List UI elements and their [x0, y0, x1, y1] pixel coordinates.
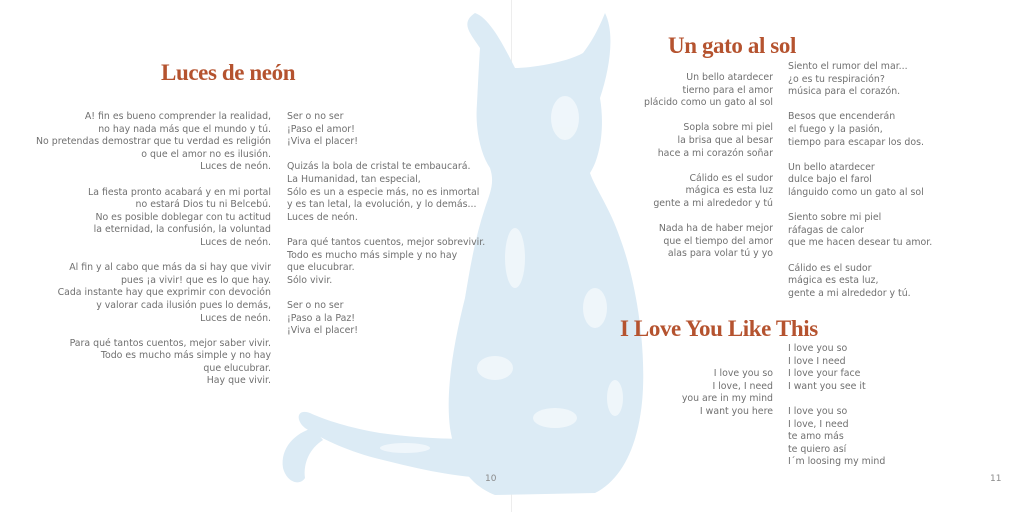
verse-line: Nada ha de haber mejor — [658, 223, 773, 235]
verse-line: I love you so — [713, 368, 773, 379]
verse-line: ¡Paso el amor! — [287, 123, 355, 135]
page-number-right: 11 — [990, 474, 1002, 484]
stanza — [287, 300, 485, 338]
stanza — [788, 212, 932, 250]
verse-line: No pretendas demostrar que tu verdad es religión — [36, 136, 271, 148]
verse-line: A! fin es bueno comprender la realidad, — [84, 111, 271, 122]
stanza — [788, 61, 932, 99]
stanza — [287, 237, 485, 287]
verse-line: Luces de neón. — [200, 236, 271, 248]
verse-line: I love, I need — [712, 380, 773, 392]
page-number-left: 10 — [485, 474, 497, 484]
stanza — [788, 111, 932, 149]
stanza — [287, 111, 485, 149]
poem-column-right-3 — [682, 368, 773, 418]
verse-line: ¿o es tu respiración? — [788, 73, 885, 85]
verse-line: Ser o no ser — [287, 111, 344, 122]
verse-line: Al fin y al cabo que más da si hay que vivir — [69, 262, 271, 274]
verse-line: Todo es mucho más simple y no hay — [287, 249, 458, 261]
verse-line: tierno para el amor — [682, 84, 773, 96]
stanza — [788, 343, 885, 393]
stanza — [682, 368, 773, 418]
poem-column-right-2 — [788, 61, 932, 300]
verse-line: que me hacen desear tu amor. — [788, 237, 933, 249]
verse-line: Luces de neón. — [200, 312, 271, 324]
verse-line: you are in my mind — [681, 393, 773, 405]
verse-line: música para el corazón. — [788, 86, 901, 98]
stanza — [36, 187, 271, 250]
verse-line: I love you so — [788, 343, 848, 354]
verse-line: la brisa que al besar — [677, 134, 773, 146]
verse-line: lánguido como un gato al sol — [788, 186, 924, 198]
verse-line: alas para volar tú y yo — [667, 248, 773, 260]
verse-line: I love, I need — [788, 418, 849, 430]
verse-line: I want you see it — [788, 380, 866, 392]
verse-line: dulce bajo el farol — [788, 174, 872, 186]
verse-line: Luces de neón. — [200, 161, 271, 173]
poem-column-left-2 — [287, 111, 485, 338]
verse-line: ¡Viva el placer! — [287, 325, 359, 337]
verse-line: no estará Dios tu ni Belcebú. — [135, 199, 271, 211]
verse-line: no hay nada más que el mundo y tú. — [98, 123, 271, 135]
verse-line: I want you here — [699, 405, 773, 417]
verse-line: y valorar cada ilusión pues lo demás, — [96, 299, 271, 311]
verse-line: Sopla sobre mi piel — [683, 122, 773, 134]
verse-line: o que el amor no es ilusión. — [141, 148, 271, 160]
stanza — [644, 223, 773, 261]
verse-line: No es posible doblegar con tu actitud — [95, 211, 271, 223]
poem-title-luces-de-neon: Luces de neón — [161, 60, 296, 85]
verse-line: ráfagas de calor — [788, 224, 864, 236]
verse-line: Un bello atardecer — [788, 161, 875, 173]
poem-title-i-love-you-like-this: I Love You Like This — [620, 316, 818, 341]
verse-line: Sólo es un a especie más, no es inmortal — [287, 186, 480, 198]
stanza — [644, 122, 773, 160]
verse-line: tiempo para escapar los dos. — [788, 136, 924, 148]
verse-line: Besos que encenderán — [788, 111, 896, 123]
verse-line: I love I need — [788, 355, 846, 367]
verse-line: gente a mi alrededor y tú. — [788, 287, 911, 299]
verse-line: Ser o no ser — [287, 299, 344, 311]
verse-line: mágica es esta luz, — [788, 275, 879, 287]
verse-line: Para qué tantos cuentos, mejor saber vivir. — [69, 337, 271, 349]
poem-column-right-4 — [788, 343, 885, 469]
verse-line: I´m loosing my mind — [788, 456, 886, 468]
verse-line: Luces de neón. — [287, 211, 358, 223]
verse-line: I love you so — [788, 405, 848, 417]
verse-line: Un bello atardecer — [686, 72, 773, 83]
verse-line: Sólo vivir. — [287, 274, 333, 286]
verse-line: que elucubrar. — [203, 362, 271, 374]
verse-line: La Humanidad, tan especial, — [287, 173, 421, 185]
verse-line: Cada instante hay que exprimir con devoción — [57, 287, 271, 299]
verse-line: Hay que vivir. — [206, 375, 271, 387]
stanza — [36, 338, 271, 388]
stanza — [287, 161, 485, 224]
verse-line: ¡Paso a la Paz! — [287, 312, 356, 324]
poem-column-right-1 — [644, 72, 773, 261]
stanza — [644, 173, 773, 211]
verse-line: pues ¡a vivir! que es lo que hay. — [120, 274, 271, 286]
stanza — [788, 263, 932, 301]
stanza — [36, 111, 271, 174]
verse-line: I love your face — [788, 368, 861, 380]
verse-line: el fuego y la pasión, — [788, 123, 883, 135]
verse-line: y es tan letal, la evolución, y lo demás... — [287, 199, 477, 211]
verse-line: te quiero así — [788, 443, 847, 455]
verse-line: Cálido es el sudor — [689, 172, 773, 184]
verse-line: que elucubrar. — [287, 262, 355, 274]
verse-line: mágica es esta luz — [685, 185, 773, 197]
verse-line: Para qué tantos cuentos, mejor sobrevivir. — [287, 236, 486, 248]
verse-line: la eternidad, la confusión, la voluntad — [93, 224, 271, 236]
verse-line: Todo es mucho más simple y no hay — [100, 350, 271, 362]
verse-line: Siento el rumor del mar... — [788, 61, 908, 72]
poem-title-un-gato-al-sol: Un gato al sol — [668, 33, 796, 58]
verse-line: Siento sobre mi piel — [788, 212, 882, 224]
verse-line: hace a mi corazón soñar — [657, 147, 773, 159]
verse-line: Cálido es el sudor — [788, 262, 872, 274]
stanza — [36, 262, 271, 325]
verse-line: que el tiempo del amor — [663, 235, 773, 247]
verse-line: La fiesta pronto acabará y en mi portal — [88, 186, 271, 198]
poem-column-left-1 — [36, 111, 271, 388]
verse-line: plácido como un gato al sol — [644, 97, 773, 109]
verse-line: ¡Viva el placer! — [287, 136, 359, 148]
verse-line: te amo más — [788, 431, 844, 443]
stanza — [788, 162, 932, 200]
stanza — [788, 406, 885, 469]
verse-line: Quizás la bola de cristal te embaucará. — [287, 161, 471, 173]
stanza — [644, 72, 773, 110]
verse-line: gente a mi alrededor y tú — [653, 197, 773, 209]
